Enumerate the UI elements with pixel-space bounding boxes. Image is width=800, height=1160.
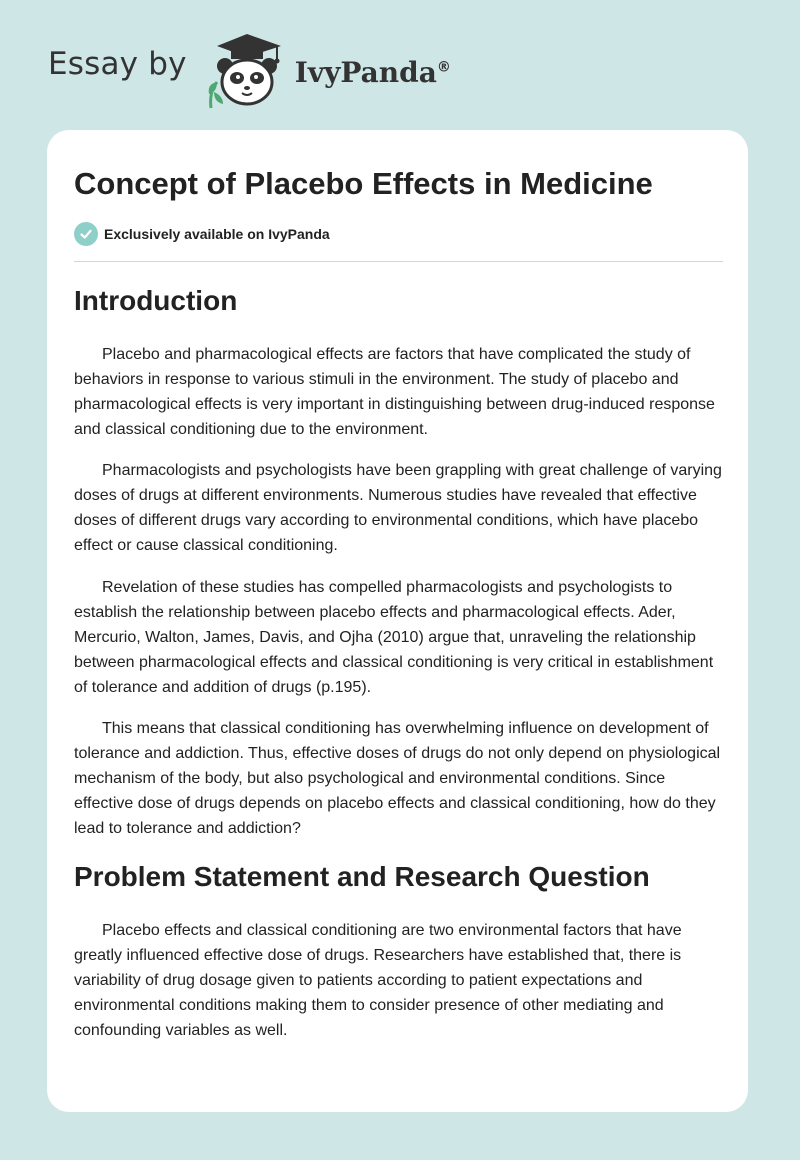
brand-prefix: Essay by [48,46,187,82]
checkmark-icon [74,222,98,246]
paragraph: Placebo effects and classical conditioning are two environmental factors that have greatly influenced effective dose of drugs. Researchers have established that, there is variability of drug dosage given to patients according to patient expectations and environmental conditions making them to consider presence of other mediating and confounding variables as well. [74,922,682,1039]
section-heading-introduction: Introduction [74,285,238,316]
paragraph: Revelation of these studies has compelled pharmacologists and psychologists to establish the relationship between placebo effects and pharmacological effects. Ader, Mercurio, Walton, James, Davis, and Ojha (2010) argue that, unraveling the relationship between pharmacological effects and classical conditioning is very critical in establishment of tolerance and addition of drugs (p.195). [74,579,714,696]
section-heading-problem-statement: Problem Statement and Research Question [74,861,650,892]
paragraph: Pharmacologists and psychologists have been grappling with great challenge of varying doses of drugs at different environments. Numerous studies have revealed that effective doses of different drugs vary according to environmental conditions, which have placebo effect or cause classical conditioning. [74,462,722,554]
paragraph: This means that classical conditioning has overwhelming influence on development of tolerance and addiction. Thus, effective doses of drugs do not only depend on physiological mechanism of the body, but also psychological and environmental conditions. Since effective dose of drugs depends on placebo effects and classical conditioning, how do they lead to tolerance and addiction? [74,720,721,837]
exclusive-badge-label: Exclusively available on IvyPanda [104,226,330,242]
paragraph: Placebo and pharmacological effects are factors that have complicated the study of behaviors in response to various stimuli in the environment. The study of placebo and pharmacological effects is very important in distinguishing between drug-induced response and classical conditioning due to the environment. [74,346,715,438]
site-header [48,30,451,110]
panda-graduate-icon [203,30,291,110]
page-title: Concept of Placebo Effects in Medicine [74,166,653,201]
title-divider [74,261,723,262]
brand-name: IvyPanda® [294,55,451,89]
essay-card [47,130,748,1112]
registered-mark: ® [436,59,451,76]
exclusive-badge [74,222,330,246]
